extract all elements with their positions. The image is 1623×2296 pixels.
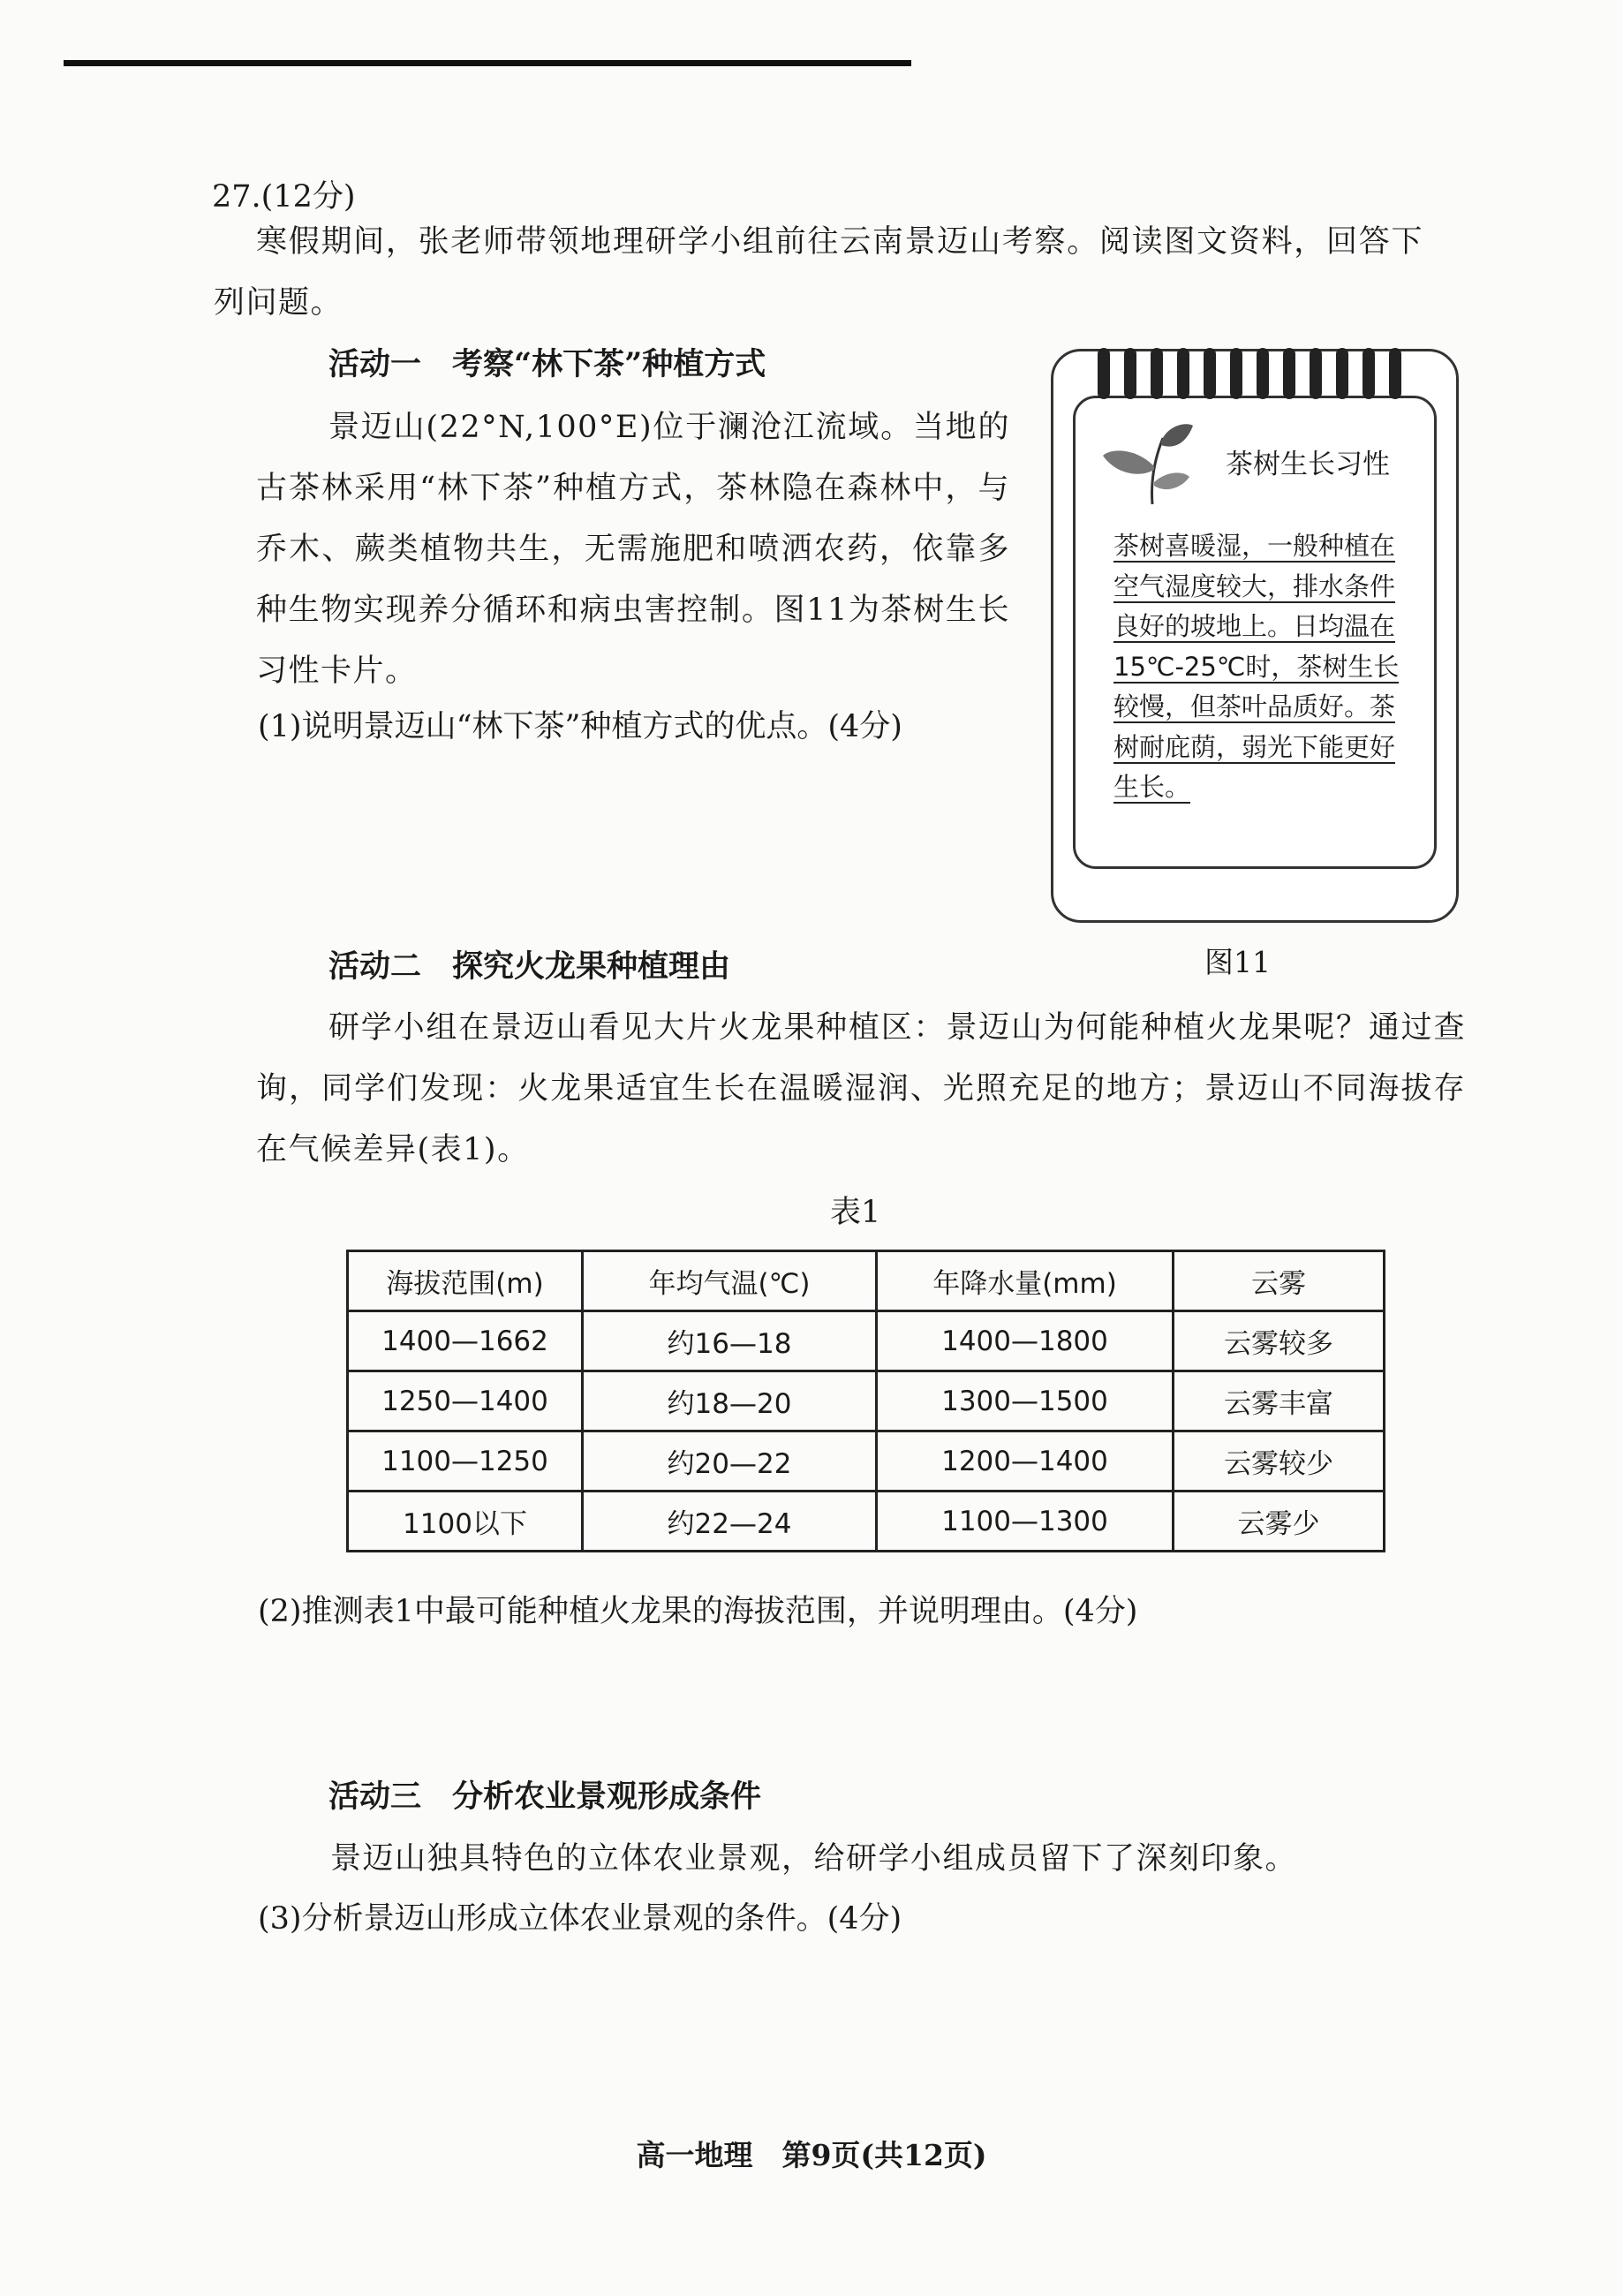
activity1-text: 景迈山(22°N,100°E)位于澜沧江流域。当地的古茶林采用“林下茶”种植方式，茶林隐在森林中，与乔木、蕨类植物共生，无需施肥和喷洒农药，依靠多种生物实现养分循环和病虫害控制。图11为茶树生长习性卡片。 [256,410,1010,689]
table-cell: 约18—20 [583,1371,877,1431]
table-header-cell: 年降水量(mm) [877,1251,1174,1311]
figure-caption: 图11 [1204,945,1271,979]
question-3: (3)分析景迈山形成立体农业景观的条件。(4分) [258,1901,902,1937]
table-row [348,1371,1385,1431]
spiral-ring-icon [1151,348,1163,399]
spiral-ring-icon [1363,348,1375,399]
top-border-line [64,60,911,66]
table-cell: 云雾较多 [1174,1311,1385,1371]
card-body [1113,526,1408,808]
climate-table [346,1250,1385,1552]
spiral-ring-icon [1177,348,1189,399]
spiral-ring-icon [1389,348,1401,399]
table-cell: 1100—1300 [877,1492,1174,1552]
spiral-ring-icon [1204,348,1216,399]
spiral-ring-icon [1230,348,1242,399]
table-cell: 云雾较少 [1174,1431,1385,1492]
table-cell: 1200—1400 [877,1431,1174,1492]
tea-leaf-icon [1099,420,1196,509]
table-cell: 1400—1662 [348,1311,583,1371]
activity1-title: 活动一 考察“林下茶”种植方式 [328,346,766,382]
page-footer: 高一地理 第9页(共12页) [636,2138,987,2172]
spiral-ring-icon [1283,348,1295,399]
tea-habit-card [1051,349,1459,923]
table-cell: 1100—1250 [348,1431,583,1492]
table-row [348,1431,1385,1492]
question-number: 27.(12分) [212,179,356,215]
card-title: 茶树生长习性 [1226,449,1390,480]
table-header-row [348,1251,1385,1311]
spiral-ring-icon [1310,348,1322,399]
table-cell: 约16—18 [583,1311,877,1371]
table-cell: 云雾少 [1174,1492,1385,1552]
question-1: (1)说明景迈山“林下茶”种植方式的优点。(4分) [258,709,902,744]
spiral-ring-icon [1336,348,1348,399]
table-cell: 约20—22 [583,1431,877,1492]
card-body-text: 茶树喜暖湿，一般种植在空气湿度较大，排水条件良好的坡地上。日均温在15℃-25℃时，茶树生长较慢，但茶叶品质好。茶树耐庇荫，弱光下能更好生长。 [1113,531,1400,802]
activity2-title: 活动二 探究火龙果种植理由 [328,948,731,985]
table-cell: 1300—1500 [877,1371,1174,1431]
spiral-ring-icon [1257,348,1269,399]
spiral-ring-icon [1124,348,1136,399]
table-header-cell: 海拔范围(m) [348,1251,583,1311]
table-row [348,1492,1385,1552]
activity3-title: 活动三 分析农业景观形成条件 [328,1779,762,1815]
activity2-text: 研学小组在景迈山看见大片火龙果种植区：景迈山为何能种植火龙果呢？通过查询，同学们发现：火龙果适宜生长在温暖湿润、光照充足的地方；景迈山不同海拔存在气候差异(表1)。 [256,1010,1466,1167]
table-row [348,1311,1385,1371]
question-2: (2)推测表1中最可能种植火龙果的海拔范围，并说明理由。(4分) [258,1594,1138,1629]
table-cell: 约22—24 [583,1492,877,1552]
table-cell: 1400—1800 [877,1311,1174,1371]
question-intro: 寒假期间，张老师带领地理研学小组前往云南景迈山考察。阅读图文资料，回答下列问题。 [214,224,1423,321]
table-header-cell: 年均气温(℃) [583,1251,877,1311]
table-header-cell: 云雾 [1174,1251,1385,1311]
table-cell: 1250—1400 [348,1371,583,1431]
table-cell: 1100以下 [348,1492,583,1552]
table-caption: 表1 [830,1195,881,1230]
spiral-ring-icon [1098,348,1110,399]
table-cell: 云雾丰富 [1174,1371,1385,1431]
activity3-text: 景迈山独具特色的立体农业景观，给研学小组成员留下了深刻印象。 [330,1841,1298,1877]
